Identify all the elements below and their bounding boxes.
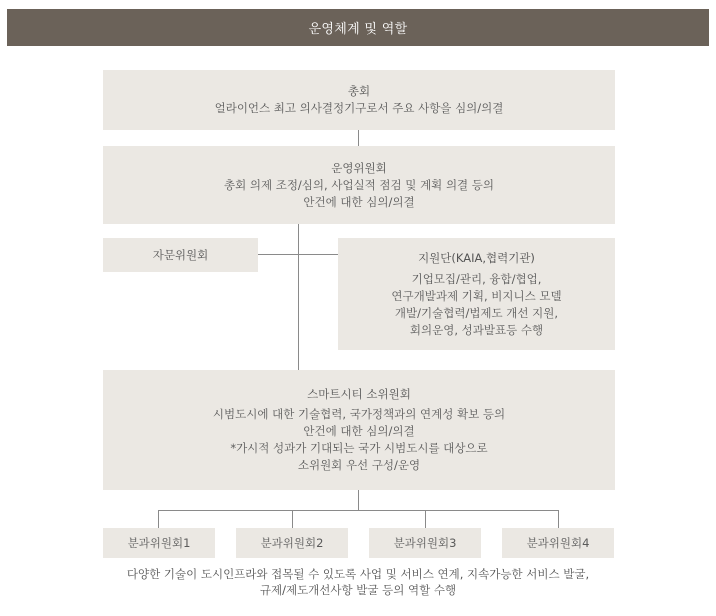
subcommittee-label-4: 분과위원회4 — [526, 535, 590, 550]
header-title: 운영체계 및 역할 — [308, 22, 408, 37]
subcommittee-box-4 — [502, 528, 614, 558]
smartcity-subcommittee-title: 스마트시티 소위원회 — [307, 387, 411, 401]
smartcity-subcommittee-desc-4: 소위원회 우선 구성/운영 — [297, 458, 421, 472]
advisory-committee-title: 자문위원회 — [152, 247, 209, 262]
connector-branch-2 — [292, 510, 293, 528]
subcommittee-box-1 — [103, 528, 215, 558]
subcommittee-box-2 — [236, 528, 348, 558]
subcommittee-box-3 — [369, 528, 481, 558]
steering-committee-desc-1: 총회 의제 조정/심의, 사업실적 점검 및 계획 의결 등의 — [223, 177, 495, 192]
support-group-box — [338, 238, 615, 350]
connector-branch-3 — [425, 510, 426, 528]
advisory-committee-box — [103, 238, 258, 272]
general-assembly-box — [103, 70, 615, 130]
support-group-desc-1: 기업모집/관리, 융합/협업, — [411, 271, 542, 286]
general-assembly-title: 총회 — [347, 84, 371, 98]
footer-line-1: 다양한 기술이 도시인프라와 접목될 수 있도록 사업 및 서비스 연계, 지속가능한 서비스 발굴, — [126, 567, 590, 581]
connector-subcommittee-down — [358, 490, 359, 510]
subcommittee-label-3: 분과위원회3 — [393, 535, 457, 550]
general-assembly-desc: 얼라이언스 최고 의사결정기구로서 주요 사항을 심의/의결 — [214, 101, 504, 115]
smartcity-subcommittee-box — [103, 370, 615, 490]
connector-branch-horizontal — [158, 510, 558, 511]
page-header — [7, 9, 709, 46]
steering-committee-desc-2: 안건에 대한 심의/의결 — [303, 194, 415, 209]
steering-committee-box — [103, 146, 615, 224]
connector-branch-1 — [158, 510, 159, 528]
footer-note — [0, 566, 716, 598]
connector-advisory-support — [258, 254, 338, 255]
connector-assembly-steering — [358, 130, 359, 146]
subcommittee-label-2: 분과위원회2 — [260, 535, 324, 550]
steering-committee-title: 운영위원회 — [331, 160, 387, 175]
support-group-desc-3: 개발/기술협력/법제도 개선 지원, — [394, 305, 559, 320]
support-group-desc-2: 연구개발과제 기획, 비지니스 모델 — [391, 288, 562, 303]
support-group-desc-4: 회의운영, 성과발표등 수행 — [409, 322, 544, 337]
footer-line-2: 규제/제도개선사항 발굴 등의 역할 수행 — [259, 583, 457, 597]
smartcity-subcommittee-desc-1: 시범도시에 대한 기술협력, 국가정책과의 연계성 확보 등의 — [212, 407, 506, 421]
smartcity-subcommittee-desc-3: *가시적 성과가 기대되는 국가 시범도시를 대상으로 — [230, 441, 488, 455]
connector-branch-4 — [558, 510, 559, 528]
support-group-title: 지원단(KAIA,협력기관) — [418, 250, 535, 265]
smartcity-subcommittee-desc-2: 안건에 대한 심의/의결 — [303, 424, 415, 438]
subcommittee-label-1: 분과위원회1 — [127, 535, 191, 550]
connector-steering-subcommittee — [298, 224, 299, 370]
